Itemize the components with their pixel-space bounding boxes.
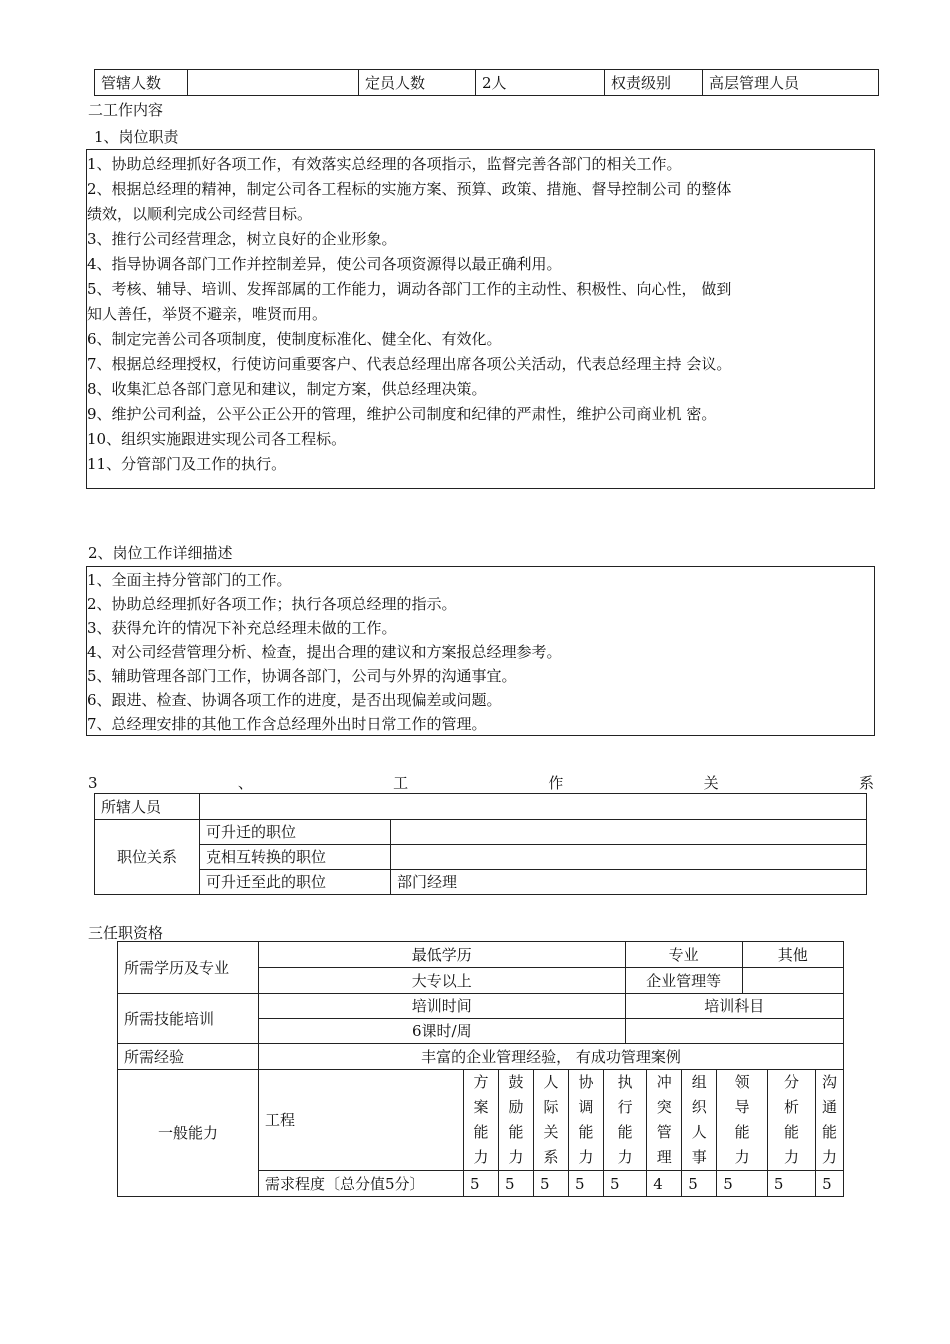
duty-line: 10、组织实施跟进实现公司各工程标。 bbox=[87, 430, 347, 448]
ability-name-char: 励 bbox=[508, 1098, 524, 1116]
ability-score: 5 bbox=[499, 1171, 534, 1197]
ability-name-char: 协 bbox=[578, 1073, 594, 1091]
training-subject-label: 培训科目 bbox=[625, 994, 843, 1019]
min-education-label: 最低学历 bbox=[259, 942, 626, 968]
ability-score: 5 bbox=[604, 1171, 647, 1197]
ability-name-char: 织 bbox=[691, 1098, 707, 1116]
qualifications-table bbox=[117, 941, 844, 1197]
relation-row-value: 部门经理 bbox=[391, 870, 867, 895]
relation-row-value bbox=[391, 845, 867, 870]
ability-name-char: 际 bbox=[543, 1098, 559, 1116]
ability-name-char: 能 bbox=[508, 1123, 524, 1141]
subordinates-label: 所辖人员 bbox=[95, 794, 200, 820]
min-education-value: 大专以上 bbox=[259, 968, 626, 994]
detail-line: 5、辅助管理各部门工作，协调各部门，公司与外界的沟通事宜。 bbox=[87, 667, 517, 685]
ability-score: 5 bbox=[682, 1171, 717, 1197]
ability-name-char: 析 bbox=[783, 1098, 799, 1116]
duty-line: 2、根据总经理的精神，制定公司各工程标的实施方案、预算、政策、措施、督导控制公司 的整体 bbox=[87, 180, 732, 198]
ability-name-char: 案 bbox=[473, 1098, 489, 1116]
duty-line: 绩效，以顺利完成公司经营目标。 bbox=[87, 205, 313, 223]
relation-row-label: 可升迁的职位 bbox=[200, 820, 391, 845]
duty-line: 6、制定完善公司各项制度，使制度标准化、健全化、有效化。 bbox=[87, 330, 502, 348]
duty-line: 7、根据总经理授权，行使访问重要客户、代表总经理出席各项公关活动，代表总经理主持 会议。 bbox=[87, 355, 732, 373]
authority-level-label: 权责级别 bbox=[605, 70, 703, 96]
ability-name-char: 力 bbox=[783, 1148, 799, 1166]
training-time-label: 培训时间 bbox=[259, 994, 626, 1019]
detail-line: 1、全面主持分管部门的工作。 bbox=[87, 571, 292, 589]
relations-table bbox=[94, 793, 867, 895]
ability-name bbox=[682, 1070, 717, 1171]
ability-name-char: 力 bbox=[578, 1148, 594, 1166]
relation-row-label: 克相互转换的职位 bbox=[200, 845, 391, 870]
ability-name-char: 人 bbox=[543, 1073, 559, 1091]
section2-title: 二工作内容 bbox=[88, 101, 164, 119]
relation-row-label: 可升迁至此的职位 bbox=[200, 870, 391, 895]
major-value: 企业管理等 bbox=[625, 968, 742, 994]
detail-line: 2、协助总经理抓好各项工作；执行各项总经理的指示。 bbox=[87, 595, 457, 613]
header-table bbox=[94, 69, 879, 96]
detail-line: 3、获得允许的情况下补充总经理未做的工作。 bbox=[87, 619, 397, 637]
ability-name-char: 调 bbox=[578, 1098, 594, 1116]
relations-title-char: 3 bbox=[88, 774, 98, 792]
ability-name-char: 导 bbox=[734, 1098, 750, 1116]
ability-name-char: 突 bbox=[656, 1098, 672, 1116]
ability-name-char: 力 bbox=[617, 1148, 633, 1166]
experience-value: 丰富的企业管理经验， 有成功管理案例 bbox=[259, 1044, 844, 1070]
ability-name-char: 能 bbox=[578, 1123, 594, 1141]
other-label: 其他 bbox=[742, 942, 843, 968]
staff-count-label: 管辖人数 bbox=[95, 70, 188, 96]
ability-score: 5 bbox=[464, 1171, 499, 1197]
duty-line: 1、协助总经理抓好各项工作，有效落实总经理的各项指示，监督完善各部门的相关工作。 bbox=[87, 155, 682, 173]
detail-line: 4、对公司经营管理分析、检查，提出合理的建议和方案报总经理参考。 bbox=[87, 643, 562, 661]
ability-score: 5 bbox=[717, 1171, 768, 1197]
ability-name-char: 鼓 bbox=[508, 1073, 524, 1091]
ability-score: 5 bbox=[767, 1171, 815, 1197]
ability-name bbox=[464, 1070, 499, 1171]
ability-name-char: 能 bbox=[783, 1123, 799, 1141]
ability-name-char: 分 bbox=[783, 1073, 799, 1091]
duties-box bbox=[86, 149, 875, 489]
skills-label: 所需技能培训 bbox=[118, 994, 259, 1044]
detail-line: 7、总经理安排的其他工作含总经理外出时日常工作的管理。 bbox=[87, 715, 487, 733]
ability-name-char: 执 bbox=[617, 1073, 633, 1091]
ability-name-char: 人 bbox=[691, 1123, 707, 1141]
ability-name-char: 能 bbox=[822, 1123, 838, 1141]
ability-name bbox=[499, 1070, 534, 1171]
ability-name-char: 力 bbox=[473, 1148, 489, 1166]
ability-name-char: 力 bbox=[822, 1148, 838, 1166]
other-value bbox=[742, 968, 843, 994]
duty-line: 5、考核、辅导、培训、发挥部属的工作能力，调动各部门工作的主动性、积极性、向心性， 做到 bbox=[87, 280, 732, 298]
ability-score: 5 bbox=[816, 1171, 844, 1197]
training-subject-value bbox=[625, 1019, 843, 1044]
ability-name bbox=[569, 1070, 604, 1171]
relation-row-value bbox=[391, 820, 867, 845]
position-relation-label: 职位关系 bbox=[95, 820, 200, 895]
ability-name bbox=[534, 1070, 569, 1171]
ability-name-char: 力 bbox=[508, 1148, 524, 1166]
duty-line: 3、推行公司经营理念，树立良好的企业形象。 bbox=[87, 230, 397, 248]
ability-name-char: 理 bbox=[656, 1148, 672, 1166]
subordinates-value bbox=[200, 794, 867, 820]
ability-name-char: 通 bbox=[822, 1098, 838, 1116]
project-label: 工程 bbox=[259, 1070, 464, 1171]
quota-label: 定员人数 bbox=[359, 70, 476, 96]
ability-score: 4 bbox=[647, 1171, 682, 1197]
demand-label: 需求程度〔总分值5分〕 bbox=[259, 1171, 464, 1197]
ability-name-char: 事 bbox=[691, 1148, 707, 1166]
duty-line: 9、维护公司利益，公平公正公开的管理，维护公司制度和纪律的严肃性，维护公司商业机 密。 bbox=[87, 405, 717, 423]
ability-name-char: 力 bbox=[734, 1148, 750, 1166]
ability-score: 5 bbox=[534, 1171, 569, 1197]
duty-line: 11、分管部门及工作的执行。 bbox=[87, 455, 287, 473]
experience-label: 所需经验 bbox=[118, 1044, 259, 1070]
ability-name-char: 领 bbox=[734, 1073, 750, 1091]
details-box bbox=[86, 566, 875, 736]
duty-line: 4、指导协调各部门工作并控制差异，使公司各项资源得以最正确利用。 bbox=[87, 255, 562, 273]
detail-title: 2、岗位工作详细描述 bbox=[88, 544, 233, 562]
ability-name-char: 能 bbox=[734, 1123, 750, 1141]
ability-name bbox=[647, 1070, 682, 1171]
ability-name-char: 关 bbox=[543, 1123, 559, 1141]
duty-line: 知人善任，举贤不避亲，唯贤而用。 bbox=[87, 305, 328, 323]
ability-label: 一般能力 bbox=[118, 1070, 259, 1197]
ability-name bbox=[717, 1070, 768, 1171]
training-time-value: 6课时/周 bbox=[259, 1019, 626, 1044]
relations-title-char: 、 bbox=[237, 774, 253, 792]
ability-name-char: 方 bbox=[473, 1073, 489, 1091]
ability-name-char: 组 bbox=[691, 1073, 707, 1091]
ability-name-char: 行 bbox=[617, 1098, 633, 1116]
duty-line: 8、收集汇总各部门意见和建议，制定方案，供总经理决策。 bbox=[87, 380, 487, 398]
ability-score: 5 bbox=[569, 1171, 604, 1197]
education-label: 所需学历及专业 bbox=[118, 942, 259, 994]
ability-name-char: 能 bbox=[617, 1123, 633, 1141]
relations-title-char: 作 bbox=[548, 774, 564, 792]
staff-count-value bbox=[188, 70, 359, 96]
ability-name-char: 能 bbox=[473, 1123, 489, 1141]
ability-name bbox=[767, 1070, 815, 1171]
ability-name bbox=[816, 1070, 844, 1171]
duties-title: 1、岗位职责 bbox=[94, 128, 179, 146]
ability-name-char: 管 bbox=[656, 1123, 672, 1141]
authority-level-value: 高层管理人员 bbox=[703, 70, 879, 96]
detail-line: 6、跟进、检查、协调各项工作的进度，是否出现偏差或问题。 bbox=[87, 691, 502, 709]
quota-value: 2人 bbox=[476, 70, 605, 96]
section3-title: 三任职资格 bbox=[88, 924, 164, 942]
major-label: 专业 bbox=[625, 942, 742, 968]
ability-name-char: 沟 bbox=[822, 1073, 838, 1091]
ability-name bbox=[604, 1070, 647, 1171]
ability-name-char: 系 bbox=[543, 1148, 559, 1166]
relations-title-char: 关 bbox=[703, 774, 719, 792]
relations-title-char: 系 bbox=[858, 774, 874, 792]
relations-title-char: 工 bbox=[393, 774, 409, 792]
ability-name-char: 冲 bbox=[656, 1073, 672, 1091]
